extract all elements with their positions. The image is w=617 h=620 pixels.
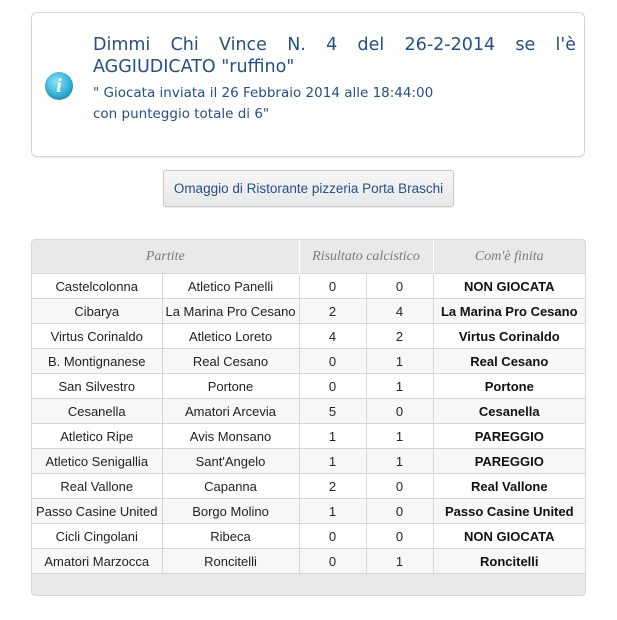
away-goals: 0	[366, 399, 433, 424]
header-matches: Partite	[32, 240, 299, 274]
away-team: Borgo Molino	[162, 499, 299, 524]
away-team: Atletico Panelli	[162, 274, 299, 299]
away-goals: 1	[366, 449, 433, 474]
away-team: Amatori Arcevia	[162, 399, 299, 424]
outcome: Cesanella	[433, 399, 585, 424]
table-header-row	[32, 240, 585, 274]
away-team: Avis Monsano	[162, 424, 299, 449]
outcome: PAREGGIO	[433, 449, 585, 474]
home-goals: 1	[299, 424, 366, 449]
home-team: Passo Casine United	[32, 499, 162, 524]
table-row	[32, 524, 585, 549]
header-outcome: Com'è finita	[433, 240, 585, 274]
home-team: Atletico Ripe	[32, 424, 162, 449]
home-team: San Silvestro	[32, 374, 162, 399]
home-team: Amatori Marzocca	[32, 549, 162, 574]
away-team: Atletico Loreto	[162, 324, 299, 349]
away-team: Sant'Angelo	[162, 449, 299, 474]
home-team: Cesanella	[32, 399, 162, 424]
table-row	[32, 499, 585, 524]
home-goals: 0	[299, 349, 366, 374]
notice-title: Dimmi Chi Vince N. 4 del 26-2-2014 se l'è AGGIUDICATO "ruffino"	[93, 35, 576, 77]
outcome: Passo Casine United	[433, 499, 585, 524]
table-row	[32, 374, 585, 399]
home-goals: 0	[299, 549, 366, 574]
away-team: Real Cesano	[162, 349, 299, 374]
table-row	[32, 299, 585, 324]
away-goals: 0	[366, 274, 433, 299]
table-row	[32, 549, 585, 574]
outcome: Real Cesano	[433, 349, 585, 374]
away-team: Portone	[162, 374, 299, 399]
away-team: Roncitelli	[162, 549, 299, 574]
table-row	[32, 449, 585, 474]
info-icon: i	[45, 72, 73, 100]
sponsor-button[interactable]: Omaggio di Ristorante pizzeria Porta Braschi	[163, 170, 454, 207]
outcome: Real Vallone	[433, 474, 585, 499]
away-goals: 1	[366, 349, 433, 374]
home-goals: 0	[299, 524, 366, 549]
home-team: Castelcolonna	[32, 274, 162, 299]
results-table	[32, 240, 585, 574]
home-goals: 1	[299, 499, 366, 524]
away-goals: 4	[366, 299, 433, 324]
home-team: Cibarya	[32, 299, 162, 324]
home-team: Virtus Corinaldo	[32, 324, 162, 349]
away-team: Capanna	[162, 474, 299, 499]
outcome: La Marina Pro Cesano	[433, 299, 585, 324]
outcome: Roncitelli	[433, 549, 585, 574]
away-goals: 0	[366, 474, 433, 499]
home-goals: 0	[299, 274, 366, 299]
home-team: Cicli Cingolani	[32, 524, 162, 549]
home-team: Atletico Senigallia	[32, 449, 162, 474]
home-goals: 5	[299, 399, 366, 424]
outcome: PAREGGIO	[433, 424, 585, 449]
home-goals: 1	[299, 449, 366, 474]
notice-subtitle-line2: con punteggio totale di 6"	[93, 106, 270, 122]
table-row	[32, 274, 585, 299]
table-row	[32, 324, 585, 349]
home-team: Real Vallone	[32, 474, 162, 499]
notice-subtitle-line1: " Giocata inviata il 26 Febbraio 2014 alle 18:44:00	[93, 85, 434, 101]
table-row	[32, 349, 585, 374]
outcome: Portone	[433, 374, 585, 399]
home-goals: 2	[299, 299, 366, 324]
away-team: La Marina Pro Cesano	[162, 299, 299, 324]
away-goals: 1	[366, 549, 433, 574]
away-goals: 2	[366, 324, 433, 349]
results-body	[32, 274, 585, 574]
home-goals: 2	[299, 474, 366, 499]
winner-notice	[31, 12, 585, 157]
table-row	[32, 424, 585, 449]
notice-subtitle	[93, 83, 576, 125]
home-goals: 4	[299, 324, 366, 349]
outcome: NON GIOCATA	[433, 524, 585, 549]
away-goals: 1	[366, 374, 433, 399]
table-row	[32, 399, 585, 424]
outcome: Virtus Corinaldo	[433, 324, 585, 349]
home-goals: 0	[299, 374, 366, 399]
results-panel	[31, 239, 586, 596]
away-goals: 0	[366, 499, 433, 524]
table-row	[32, 474, 585, 499]
header-score: Risultato calcistico	[299, 240, 433, 274]
away-team: Ribeca	[162, 524, 299, 549]
home-team: B. Montignanese	[32, 349, 162, 374]
away-goals: 1	[366, 424, 433, 449]
outcome: NON GIOCATA	[433, 274, 585, 299]
away-goals: 0	[366, 524, 433, 549]
